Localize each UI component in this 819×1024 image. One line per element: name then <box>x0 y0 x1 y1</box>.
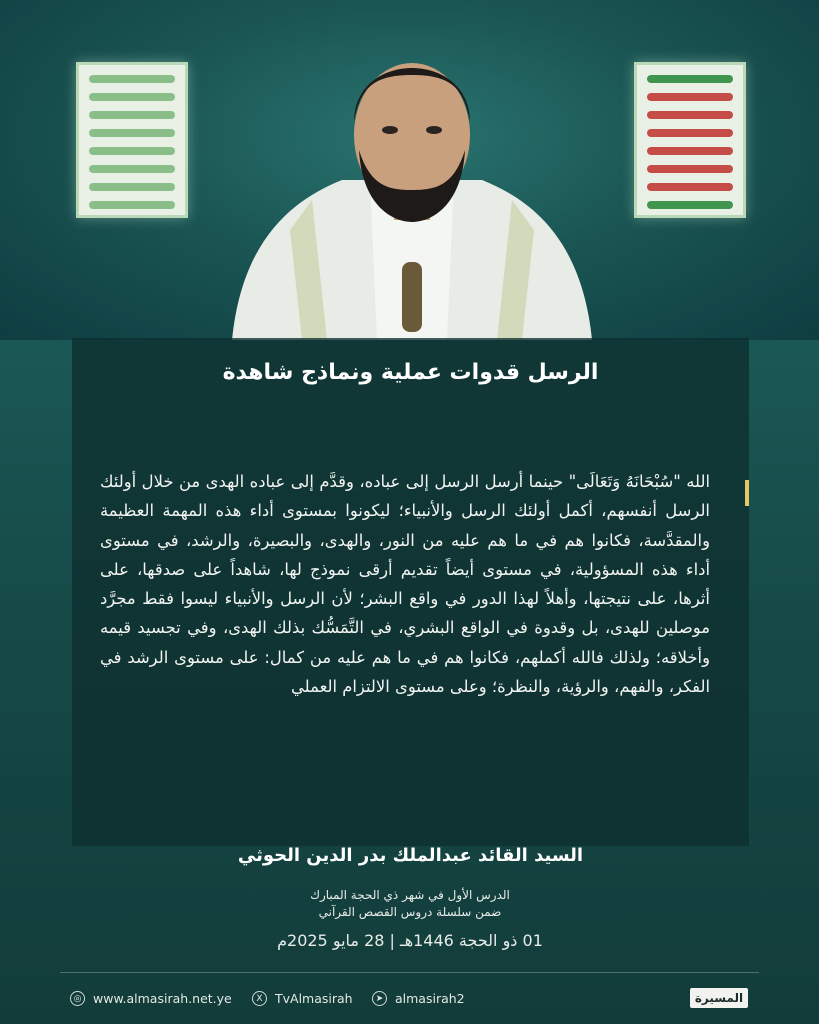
website-label: www.almasirah.net.ye <box>93 991 232 1006</box>
telegram-link[interactable] <box>372 991 465 1006</box>
page-title: الرسل قدوات عملية ونماذج شاهدة <box>222 360 599 385</box>
telegram-icon: ➤ <box>372 991 387 1006</box>
author-name: السيد القائد عبدالملك بدر الدين الحوثي <box>237 845 584 866</box>
x-icon: X <box>252 991 267 1006</box>
x-handle: TvAlmasirah <box>275 991 353 1006</box>
globe-icon: ◎ <box>70 991 85 1006</box>
header-image <box>0 0 819 340</box>
lesson-title: الدرس الأول في شهر ذي الحجة المبارك <box>310 888 510 902</box>
series-name: ضمن سلسلة دروس القصص القرآني <box>318 905 502 919</box>
website-link[interactable] <box>70 991 232 1006</box>
date-line: 01 ذو الحجة 1446هـ | 28 مايو 2025م <box>277 931 543 950</box>
x-link[interactable] <box>252 991 353 1006</box>
almasirah-logo: المسيرة <box>690 988 748 1008</box>
quote-body: الله "سُبْحَانَهُ وَتَعَالَى" حينما أرسل الرسل إلى عباده، وقدَّم إلى عباده الهدى من خلال أولئك الرسل أنفسهم، أكمل أولئك الرسل والأنبياء؛ ليكونوا بمستوى أداء هذه المهمة العظيمة والمقدَّسة، فكانوا هم في ما هم عليه من النور، والهدى، والبصيرة، والرشد، في مستوى أداء هذه المسؤولية، في مستوى أيضاً تقديم أرقى نموذج لها، شاهداً على صدقها، على أثرها، على نتيجتها، وأهلاً لهذا الدور في واقع البشر؛ لأن الرسل والأنبياء ليسوا فقط مجرَّد موصلين للهدى، بل وقدوة في الواقع البشري، في التَّمَسُّك بذلك الهدى، وفي تجسيد قيمه وأخلاقه؛ ولذلك فالله أكملهم، فكانوا هم في ما هم عليه من كمال: على مستوى الرشد في الفكر، والفهم، والرؤية، والنظرة؛ وعلى مستوى الالتزام العملي <box>100 472 710 697</box>
left-banner <box>76 62 188 218</box>
telegram-handle: almasirah2 <box>395 991 465 1006</box>
right-banner <box>634 62 746 218</box>
speaker-portrait <box>232 30 592 340</box>
accent-marker <box>745 480 749 506</box>
